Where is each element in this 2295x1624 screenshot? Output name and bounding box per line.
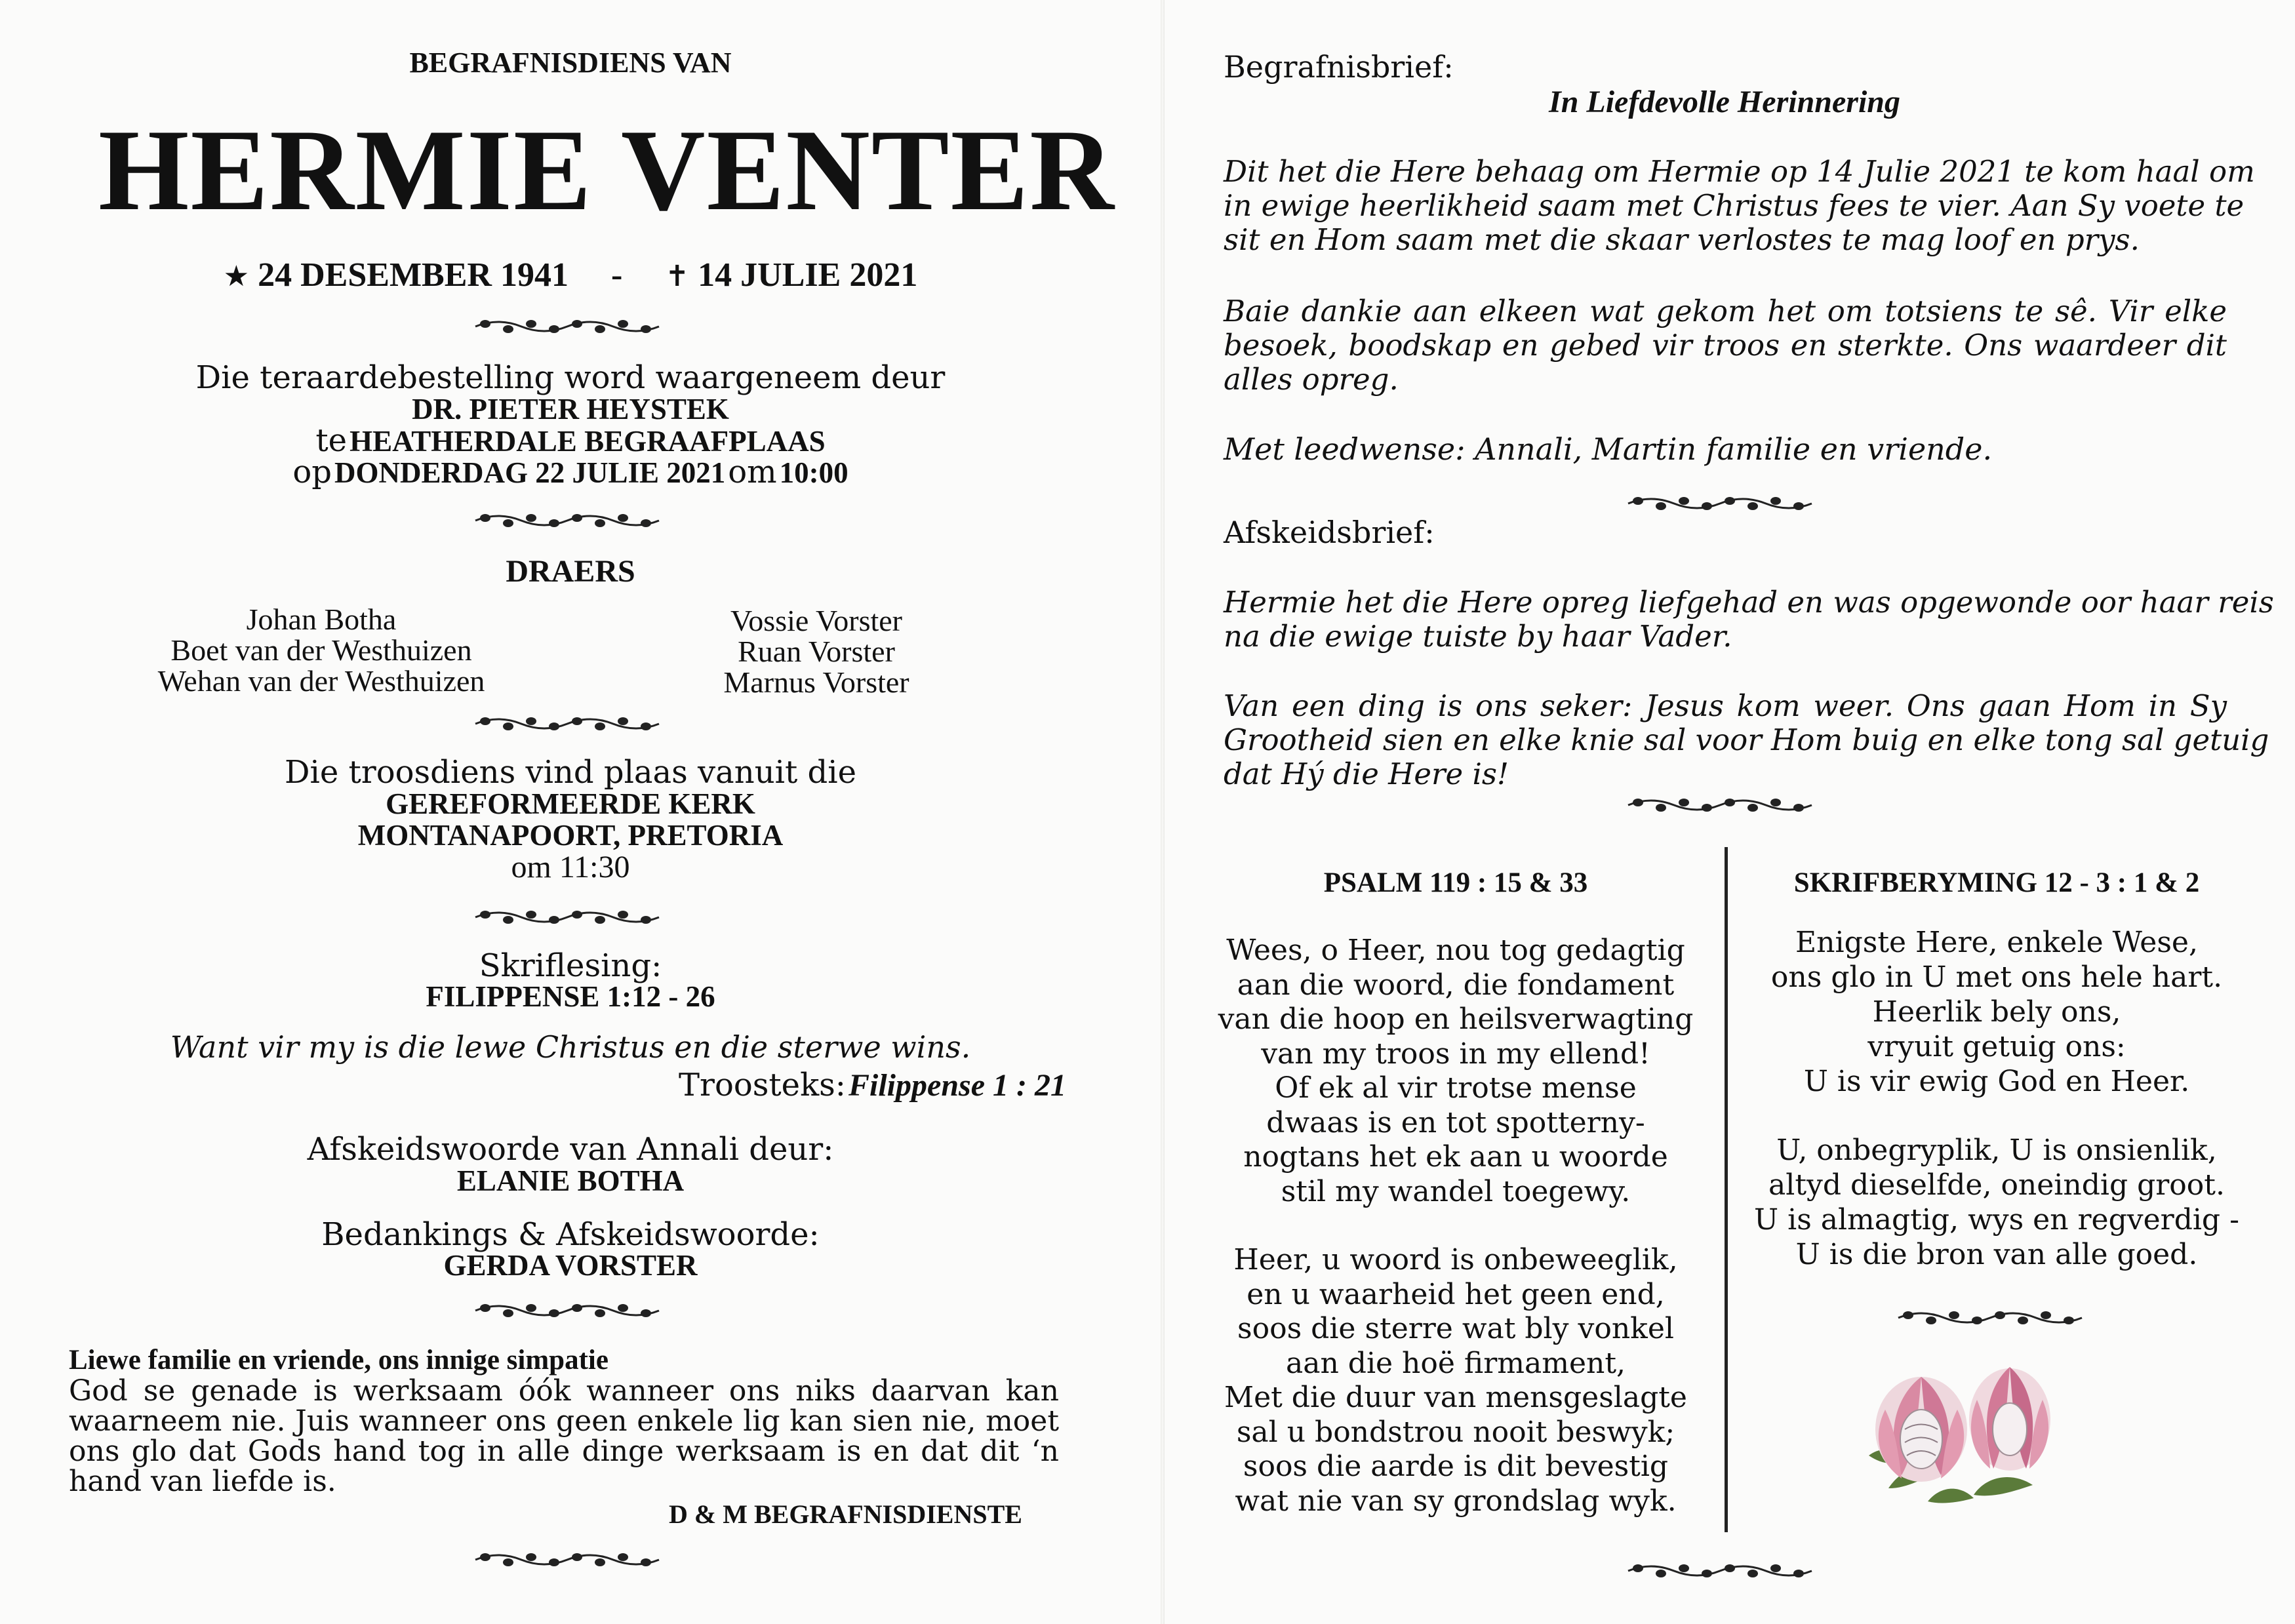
- farewell-letter-line: na die ewige tuiste by haar Vader.: [1224, 619, 1732, 654]
- farewell-letter-label: Afskeidsbrief:: [1224, 515, 1435, 550]
- verse-line: wat nie van sy grondslag wyk.: [1235, 1484, 1677, 1518]
- verse-line: en u waarheid het geen end,: [1247, 1277, 1665, 1311]
- verse-line: U is vir ewig God en Heer.: [1803, 1065, 2190, 1098]
- verse-line: aan die hoë firmament,: [1285, 1346, 1626, 1380]
- birth-date: 24 DESEMBER 1941: [258, 256, 569, 294]
- reading-quote: Want vir my is die lewe Christus en die sterwe wins.: [170, 1029, 971, 1065]
- verse-line: stil my wandel toegewy.: [1281, 1174, 1631, 1208]
- thanks-label: Bedankings & Afskeidswoorde:: [321, 1216, 820, 1253]
- protea-flowers-image: [1849, 1337, 2072, 1508]
- farewell-letter-line: Van een ding is ons seker: Jesus kom weer. Ons gaan Hom in Sy: [1224, 688, 2227, 723]
- column-divider: [1725, 847, 1728, 1532]
- farewell-speaker: ELANIE BOTHA: [456, 1164, 685, 1197]
- verse-line: aan die woord, die fondament: [1237, 968, 1675, 1002]
- letter-condolences: Met leedwense: Annali, Martin familie en vriende.: [1224, 431, 1993, 467]
- ornament-divider: [472, 713, 662, 733]
- bearer-name: Marnus Vorster: [723, 665, 909, 699]
- burial-place: HEATHERDALE BEGRAAFPLAAS: [349, 425, 826, 458]
- verse-line: Met die duur van mensgeslagte: [1224, 1381, 1687, 1414]
- verse-line: vryuit getuig ons:: [1867, 1030, 2126, 1063]
- officiant-name: DR. PIETER HEYSTEK: [412, 393, 729, 426]
- bearer-name: Ruan Vorster: [738, 635, 895, 668]
- date-separator: -: [610, 256, 623, 294]
- farewell-letter-line: dat Hý die Here is!: [1224, 757, 1509, 791]
- verse-line: altyd dieselfde, oneindig groot.: [1768, 1168, 2225, 1202]
- funeral-director: D & M BEGRAFNISDIENSTE: [669, 1499, 1022, 1529]
- verse-line: Enigste Here, enkele Wese,: [1795, 926, 2198, 959]
- service-heading: BEGRAFNISDIENS VAN: [409, 47, 732, 79]
- burial-line: Die teraardebestelling word waargeneem deur: [195, 359, 946, 396]
- bearer-name: Wehan van der Westhuizen: [157, 664, 485, 698]
- letter-heading: In Liefdevolle Herinnering: [1549, 85, 1900, 119]
- service-time: om 11:30: [511, 850, 630, 884]
- verse-line: van die hoop en heilsverwagting: [1218, 1002, 1694, 1036]
- page-fold: [1161, 0, 1165, 1624]
- letter-line: Dit het die Here behaag om Hermie op 14 Julie 2021 te kom haal om: [1224, 154, 2255, 189]
- death-date: 14 JULIE 2021: [698, 256, 918, 294]
- burial-time: 10:00: [779, 456, 848, 489]
- service-line: Die troosdiens vind plaas vanuit die: [285, 754, 856, 791]
- ornament-divider: [1625, 1560, 1815, 1580]
- letter-line: Baie dankie aan elkeen wat gekom het om totsiens te sê. Vir elke: [1224, 294, 2227, 328]
- ornament-divider: [1625, 493, 1815, 513]
- burial-at: om: [728, 454, 777, 490]
- church-location: MONTANAPOORT, PRETORIA: [357, 819, 784, 852]
- sympathy-title: Liewe familie en vriende, ons innige simpatie: [69, 1345, 609, 1376]
- burial-datetime-line: [164, 454, 977, 490]
- verse-line: Of ek al vir trotse mense: [1275, 1071, 1637, 1105]
- psalm-title: PSALM 119 : 15 & 33: [1323, 867, 1588, 898]
- ornament-divider: [472, 316, 662, 336]
- bearer-name: Vossie Vorster: [730, 604, 902, 637]
- ornament-divider: [472, 510, 662, 530]
- verse-line: soos die aarde is dit bevestig: [1243, 1450, 1669, 1483]
- bearer-name: Boet van der Westhuizen: [170, 633, 472, 667]
- farewell-letter-line: Grootheid sien en elke knie sal voor Hom buig en elke tong sal getuig: [1224, 723, 2269, 757]
- star-icon: ★: [223, 260, 250, 292]
- verse-line: nogtans het ek aan u woorde: [1243, 1140, 1668, 1174]
- burial-day-prefix: op: [292, 454, 332, 490]
- bearer-name: Johan Botha: [246, 603, 397, 636]
- ornament-divider: [472, 907, 662, 926]
- deceased-name: HERMIE VENTER: [98, 105, 1115, 235]
- burial-day: DONDERDAG 22 JULIE 2021: [334, 456, 726, 489]
- farewell-label: Afskeidswoorde van Annali deur:: [307, 1131, 834, 1168]
- reading-label: Skriflesing:: [479, 947, 662, 984]
- life-dates: [157, 256, 984, 294]
- verse-line: ons glo in U met ons hele hart.: [1770, 961, 2223, 994]
- sympathy-line: God se genade is werksaam óók wanneer ons niks daarvan kan: [69, 1374, 1059, 1408]
- verse-line: soos die sterre wat bly vonkel: [1237, 1312, 1674, 1345]
- sympathy-line: ons glo dat Gods hand tog in alle dinge werksaam is en dat dit ‘n: [69, 1435, 1059, 1468]
- verse-line: Heerlik bely ons,: [1872, 995, 2121, 1029]
- ornament-divider: [1895, 1307, 2085, 1327]
- verse-line: Heer, u woord is onbeweeglik,: [1233, 1243, 1678, 1277]
- hymn-title: SKRIFBERYMING 12 - 3 : 1 & 2: [1793, 867, 2200, 898]
- church-name: GEREFORMEERDE KERK: [386, 787, 755, 820]
- hymn-text: [1738, 926, 2256, 1280]
- cross-icon: ✝: [665, 260, 690, 292]
- letter-line: besoek, boodskap en gebed vir troos en sterkte. Ons waardeer dit: [1224, 328, 2227, 363]
- ornament-divider: [472, 1549, 662, 1569]
- verse-line: U is almagtig, wys en regverdig -: [1754, 1203, 2239, 1237]
- letter-line: alles opreg.: [1224, 362, 1399, 397]
- verse-line: U, onbegryplik, U is onsienlik,: [1776, 1134, 2217, 1167]
- verse-line: dwaas is en tot spotterny-: [1266, 1105, 1645, 1139]
- burial-place-prefix: te: [315, 422, 348, 459]
- sympathy-line: hand van liefde is.: [69, 1465, 336, 1498]
- verse-line: van my troos in my ellend!: [1261, 1037, 1650, 1071]
- verse-line: sal u bondstrou nooit beswyk;: [1236, 1415, 1675, 1449]
- letter-label: Begrafnisbrief:: [1224, 49, 1454, 85]
- ornament-divider: [1625, 795, 1815, 814]
- ornament-divider: [472, 1300, 662, 1320]
- verse-line: Wees, o Heer, nou tog gedagtig: [1226, 934, 1685, 967]
- farewell-letter-line: Hermie het die Here opreg liefgehad en was opgewonde oor haar reis: [1224, 585, 2274, 620]
- thanks-speaker: GERDA VORSTER: [443, 1249, 698, 1282]
- reading-reference: FILIPPENSE 1:12 - 26: [426, 980, 715, 1013]
- bearers-title: DRAERS: [506, 554, 635, 589]
- psalm-text: [1207, 934, 1705, 1524]
- sympathy-line: waarneem nie. Juis wanneer ons geen enkele lig kan sien nie, moet: [69, 1404, 1059, 1438]
- letter-line: sit en Hom saam met die skaar verlostes te mag loof en prys.: [1224, 222, 2140, 257]
- comfort-text: [679, 1067, 1066, 1103]
- comfort-text-label: Troosteks:: [679, 1067, 846, 1103]
- comfort-text-reference: Filippense 1 : 21: [848, 1068, 1066, 1103]
- verse-line: U is die bron van alle goed.: [1795, 1238, 2198, 1271]
- letter-line: in ewige heerlikheid saam met Christus fees te vier. Aan Sy voete te: [1224, 188, 2245, 223]
